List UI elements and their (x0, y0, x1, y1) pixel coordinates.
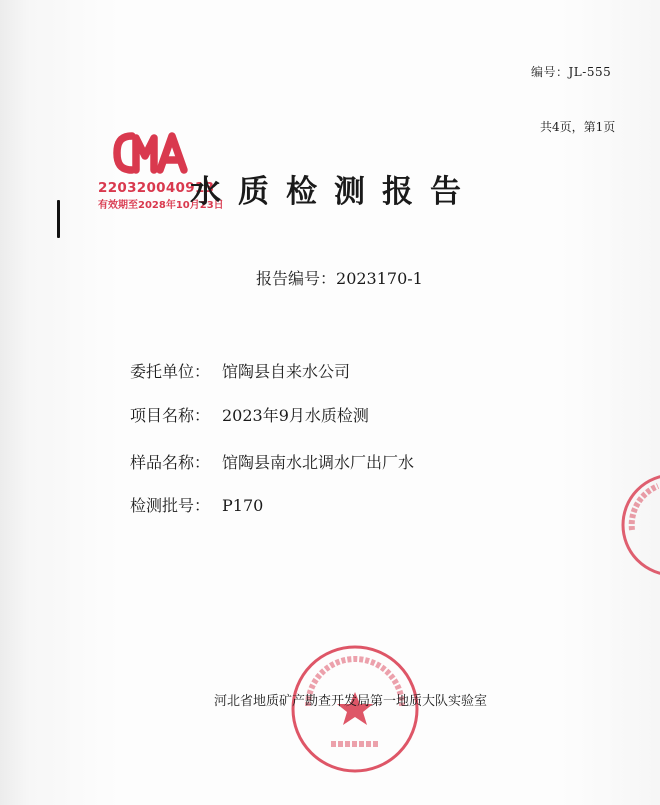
field-value: 馆陶县南水北调水厂出厂水 (222, 453, 415, 472)
field-project (130, 403, 369, 426)
field-label: 样品名称： (130, 453, 211, 472)
lab-seal-stamp (288, 642, 422, 776)
field-value: P170 (222, 496, 264, 515)
field-label: 委托单位： (130, 362, 211, 381)
field-batch (130, 493, 263, 516)
cma-certificate-number: 220320040913 (98, 180, 215, 196)
cma-validity: 有效期至2028年10月23日 (98, 200, 224, 211)
report-number (256, 266, 423, 289)
report-title: 水质检测报告 (190, 174, 478, 210)
field-sample (130, 450, 414, 473)
field-label: 项目名称： (130, 406, 211, 425)
document-code: 编号：JL-555 (531, 65, 612, 79)
page-count: 共4页，第1页 (540, 120, 616, 134)
lab-name: 河北省地质矿产勘查开发局第一地质大队实验室 (214, 694, 488, 709)
field-value: 馆陶县自来水公司 (222, 362, 351, 381)
report-number-value: 2023170-1 (336, 269, 423, 288)
field-label: 检测批号： (130, 496, 211, 515)
cma-logo (112, 128, 194, 178)
report-number-label: 报告编号： (256, 269, 337, 288)
field-value: 2023年9月水质检测 (222, 406, 369, 425)
binding-mark (57, 200, 60, 238)
partial-seal-stamp (618, 470, 660, 580)
field-client (130, 359, 350, 382)
